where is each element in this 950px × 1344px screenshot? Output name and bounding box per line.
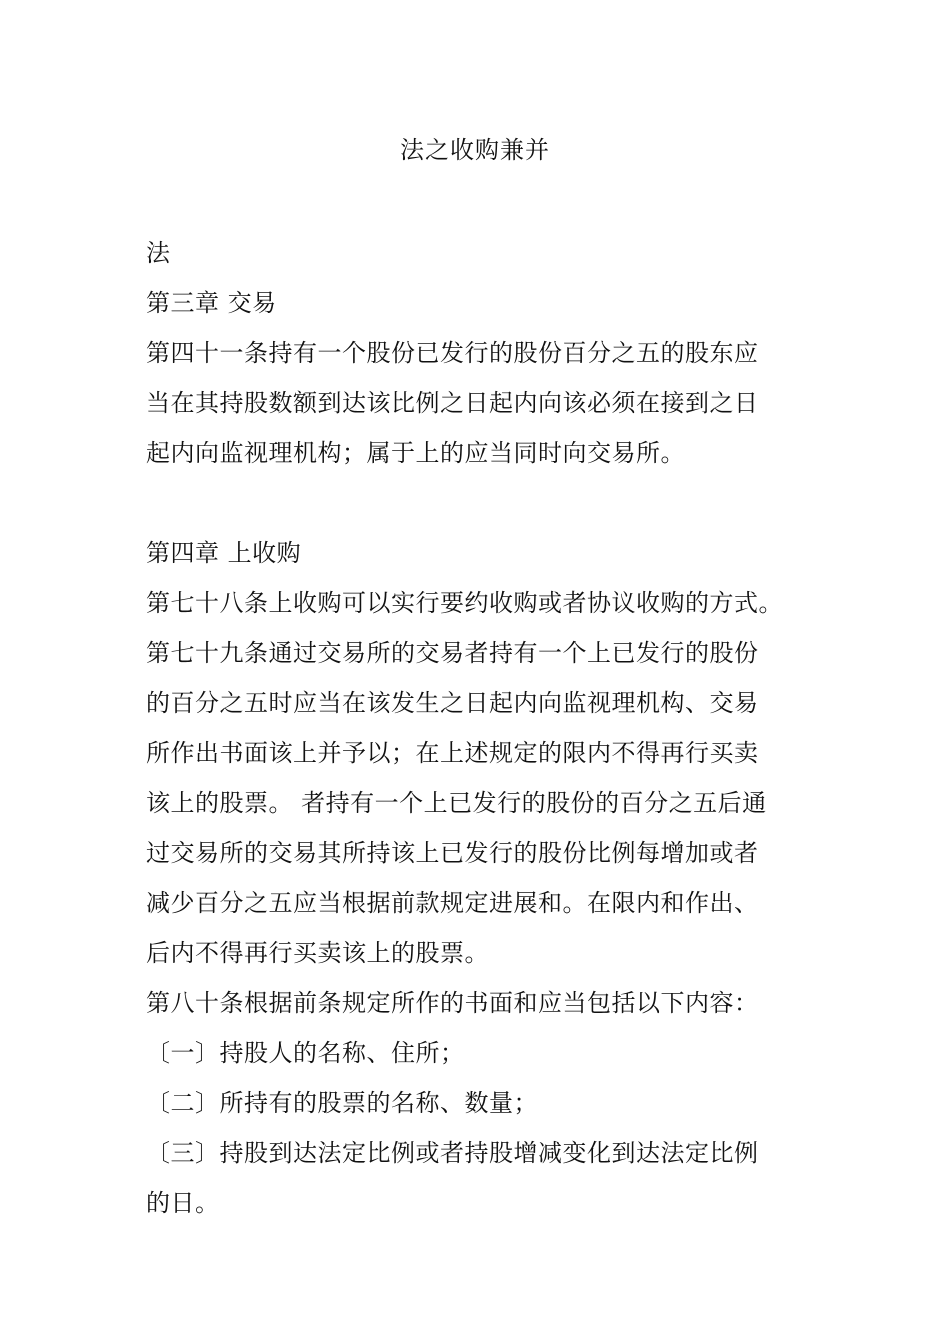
text-line: 的百分之五时应当在该发生之日起内向监视理机构、交易 — [146, 689, 759, 717]
text-line: 后内不得再行买卖该上的股票。 — [146, 939, 489, 967]
list-item: 〔三〕持股到达法定比例或者持股增减变化到达法定比例 — [146, 1139, 759, 1167]
document-body — [146, 228, 826, 1228]
chapter-heading: 第四章 上收购 — [146, 539, 302, 567]
text-line: 过交易所的交易其所持该上已发行的股份比例每增加或者 — [146, 839, 759, 867]
paragraph-gap — [146, 478, 826, 528]
text-line: 该上的股票。 者持有一个上已发行的股份的百分之五后通 — [146, 789, 767, 817]
list-item: 〔二〕所持有的股票的名称、数量； — [146, 1089, 538, 1117]
text-line: 法 — [146, 239, 171, 267]
text-line: 第七十八条上收购可以实行要约收购或者协议收购的方式。 — [146, 589, 783, 617]
text-line: 第八十条根据前条规定所作的书面和应当包括以下内容： — [146, 989, 759, 1017]
text-line: 第七十九条通过交易所的交易者持有一个上已发行的股份 — [146, 639, 759, 667]
text-line: 当在其持股数额到达该比例之日起内向该必须在接到之日 — [146, 389, 759, 417]
text-line: 减少百分之五应当根据前款规定进展和。在限内和作出、 — [146, 889, 759, 917]
text-line: 所作出书面该上并予以；在上述规定的限内不得再行买卖 — [146, 739, 759, 767]
text-line: 的日。 — [146, 1189, 220, 1217]
text-line: 起内向监视理机构；属于上的应当同时向交易所。 — [146, 439, 685, 467]
text-line: 第四十一条持有一个股份已发行的股份百分之五的股东应 — [146, 339, 759, 367]
document-title: 法之收购兼并 — [400, 136, 550, 164]
chapter-heading: 第三章 交易 — [146, 289, 277, 317]
list-item: 〔一〕持股人的名称、住所； — [146, 1039, 465, 1067]
